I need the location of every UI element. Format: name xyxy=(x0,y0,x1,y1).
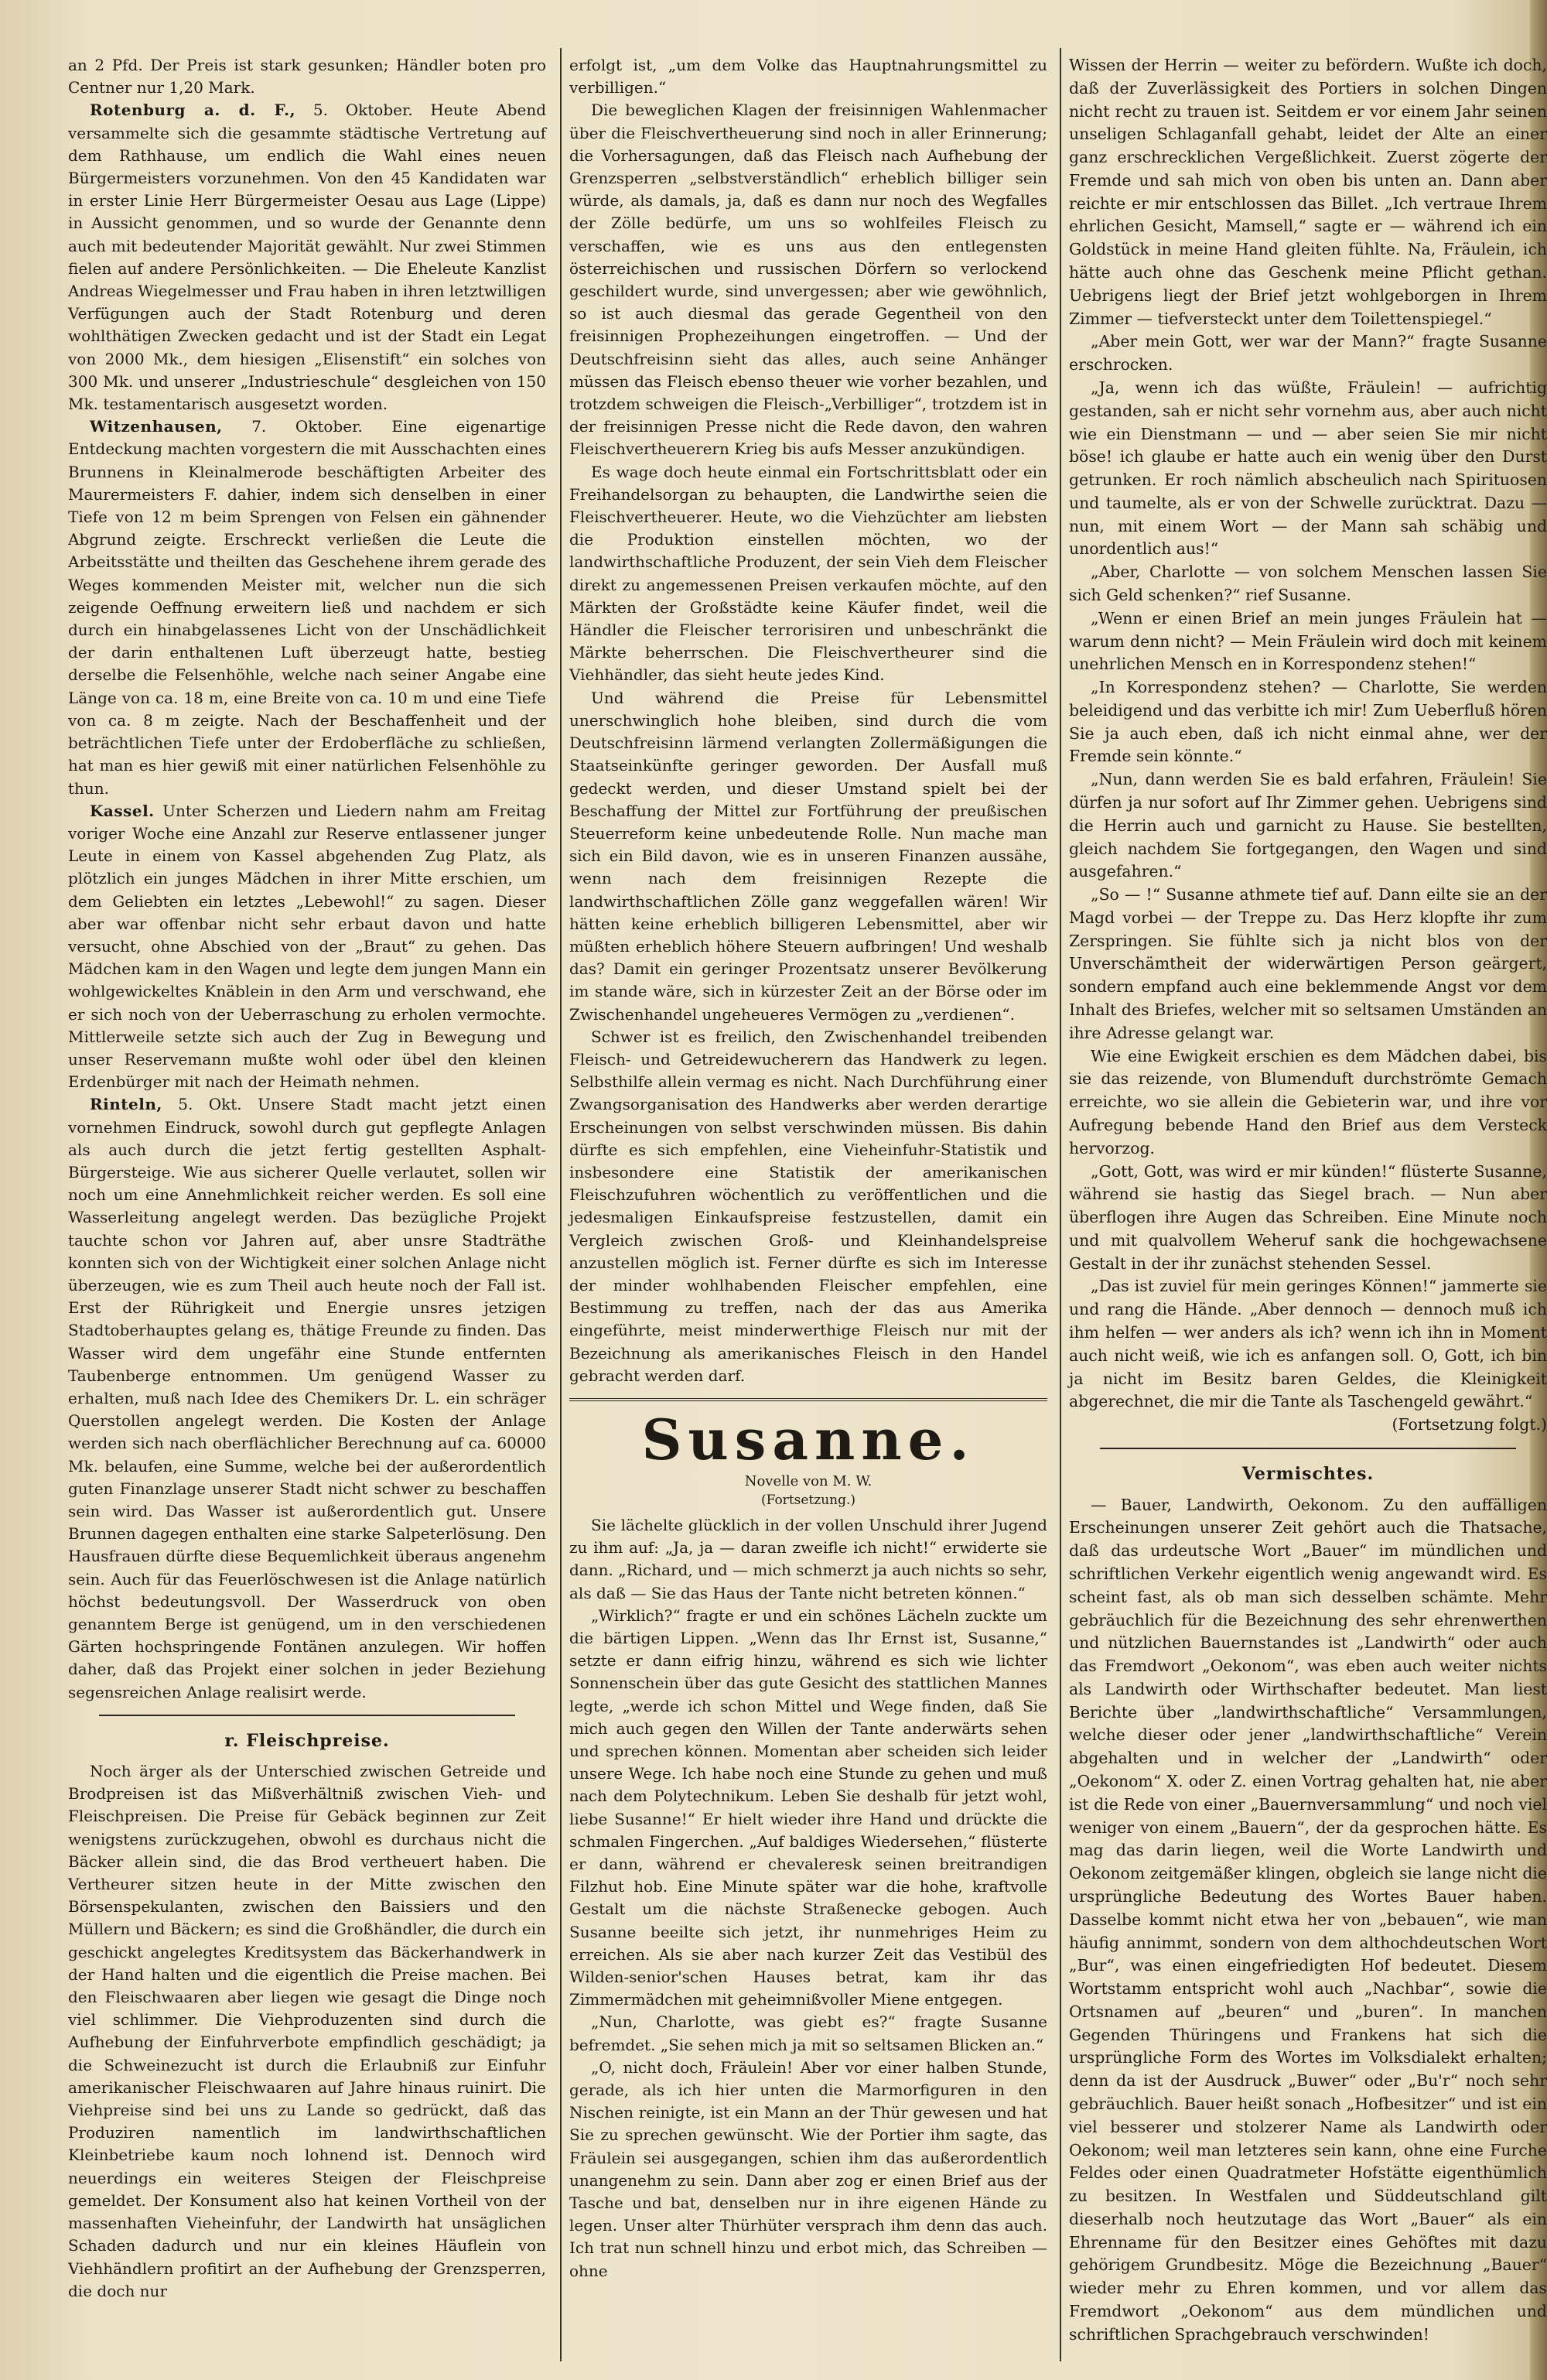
column-divider-2 xyxy=(1060,48,1061,2361)
paragraph: „Nun, Charlotte, was giebt es?“ fragte Susanne befremdet. „Sie sehen mich ja mit so seltsamen Blicken an.“ xyxy=(569,2012,1047,2054)
column-3 xyxy=(1069,54,1547,2347)
separator-rule xyxy=(1100,1448,1516,1449)
continuation-note: (Fortsetzung folgt.) xyxy=(1392,1415,1547,1434)
dateline-paragraph xyxy=(68,99,546,415)
paragraph: „Aber mein Gott, wer war der Mann?“ fragte Susanne erschrocken. xyxy=(1069,332,1547,374)
feuilleton-continuation: (Fortsetzung.) xyxy=(760,1492,856,1508)
dateline-text: Unter Scherzen und Liedern nahm am Freitag voriger Woche eine Anzahl zur Reserve entlassener junger Leute in einem von Kassel abgehenden Zug Platz, als plötzlich ein junges Mädchen in ihrer Mitte erschien, um dem Geliebten ein letztes „Lebewohl!“ zu sagen. Dieser aber war offenbar nicht sehr erbaut davon und hatte versucht, ohne Abschied von der „Braut“ zu gehen. Das Mädchen kam in den Wagen und legte dem jungen Mann ein wohlgewickeltes Knäblein in den Arm und verschwand, ehe er sich noch von der Ueberraschung zu erholen vermochte. Mittlerweile setzte sich auch der Zug in Bewegung und unser Reservemann mußte wohl oder übel den kleinen Erdenbürger mit nach der Heimath nehmen. xyxy=(68,801,546,1092)
paragraph: Schwer ist es freilich, den Zwischenhandel treibenden Fleisch- und Getreidewucherern das Handwerk zu legen. Selbsthilfe allein vermag es nicht. Nach Durchführung einer Zwangsorganisation des Handwerks aber werden derartige Erscheinungen von selbst verschwinden müssen. Bis dahin dürfte es sich empfehlen, eine Vieheinfuhr-Statistik und insbesondere eine Statistik der amerikanischen Fleischzufuhren wöchentlich zu veröffentlichen und die jedesmaligen Einkaufspreise festzustellen, damit ein Vergleich zwischen Groß- und Kleinhandelspreise anzustellen möglich ist. Ferner dürfte es sich im Interesse der minder wohlhabenden Fleischer empfehlen, eine Bestimmung zu treffen, nach der das aus Amerika eingeführte, meist minderwerthige Fleisch nur mit der Bezeichnung als amerikanisches Fleisch in den Handel gebracht werden darf. xyxy=(569,1027,1047,1385)
feuilleton-author: Novelle von M. W. xyxy=(744,1472,873,1489)
dateline-text: 7. Oktober. Eine eigenartige Entdeckung machten vorgestern die mit Ausschachten eines Brunnens in Kleinalmerode beschäftigten Arbeiter des Maurermeisters F. dahier, indem sich denselben in einer Tiefe von 12 m beim Sprengen von Felsen ein gähnender Abgrund zeigte. Erschreckt verließen die Leute die Arbeitsstätte und theilten das Geschehene ihrem gerade des Weges kommenden Meister mit, welcher nun die sich zeigende Oeffnung erweitern ließ und nachdem er sich durch ein hinabgelassenes Licht von der Unschädlichkeit der darin enthaltenen Luft überzeugt hatte, bestieg derselbe die Felsenhöhle, welche nach seiner Angabe eine Länge von ca. 18 m, eine Breite von ca. 10 m und eine Tiefe von ca. 8 m zeigte. Nach der Beschaffenheit und der beträchtlichen Tiefe unter der Erdoberfläche zu schließen, hat man es hier gewiß mit einer natürlichen Felsenhöhle zu thun. xyxy=(68,417,546,798)
dateline-paragraph xyxy=(68,1093,546,1703)
dateline: Kassel. xyxy=(90,801,155,820)
dateline-text: 5. Oktober. Heute Abend versammelte sich die gesammte städtische Vertretung auf dem Rathhause, um endlich die Wahl eines neuen Bürgermeisters vorzunehmen. Von den 45 Kandidaten war in erster Linie Herr Bürgermeister Oesau aus Lage (Lippe) in Aussicht genommen, und so wurde der Genannte denn auch mit bedeutender Majorität gewählt. Nur zwei Stimmen fielen auf andere Persönlichkeiten. — Die Eheleute Kanzlist Andreas Wiegelmesser und Frau haben in ihren letztwilligen Verfügungen auch der Stadt Rotenburg und deren wohlthätigen Zwecken gedacht und ist der Stadt ein Legat von 2000 Mk., dem hiesigen „Elisenstift“ ein solches von 300 Mk. und unserer „Industrieschule“ desgleichen von 150 Mk. testamentarisch ausgesetzt worden. xyxy=(68,101,546,414)
separator-rule xyxy=(99,1715,515,1716)
paragraph: „O, nicht doch, Fräulein! Aber vor einer halben Stunde, gerade, als ich hier unten die Marmorfiguren in den Nischen reinigte, ist ein Mann an der Thür gewesen und hat Sie zu sprechen gewünscht. Wie der Portier ihm sagte, das Fräulein sei ausgegangen, schien ihm das außerordentlich unangenehm zu sein. Dann aber zog er einen Brief aus der Tasche und bat, denselben nur in ihre eigenen Hände zu legen. Unser alter Thürhüter versprach ihm denn das auch. Ich trat nun schnell hinzu und erbot mich, das Schreiben — ohne xyxy=(569,2057,1047,2280)
paragraph: Sie lächelte glücklich in der vollen Unschuld ihrer Jugend zu ihm auf: „Ja, ja — daran zweifle ich nicht!“ erwiderte sie dann. „Richard, und — mich schmerzt ja auch nichts so sehr, als daß — Sie das Haus der Tante nicht betreten können.“ xyxy=(569,1515,1047,1602)
paragraph: „Nun, dann werden Sie es bald erfahren, Fräulein! Sie dürfen ja nur sofort auf Ihr Zimmer gehen. Uebrigens sind die Herrin auch und garnicht zu Hause. Sie bestellten, gleich nachdem Sie fortgegangen, den Wagen und sind ausgefahren.“ xyxy=(1069,770,1547,881)
dateline-paragraph xyxy=(68,800,546,1094)
paragraph: „Wenn er einen Brief an mein junges Fräulein hat — warum denn nicht? — Mein Fräulein wird doch mit keinem unehrlichen Mensch en in Korrespondenz stehen!“ xyxy=(1069,608,1547,674)
dateline: Rinteln, xyxy=(90,1095,162,1114)
section-heading: Vermischtes. xyxy=(1241,1463,1375,1484)
paragraph: „Ja, wenn ich das wüßte, Fräulein! — aufrichtig gestanden, sah er nicht sehr vornehm aus, aber auch nicht wie ein Dienstmann — und — aber seien Sie mir nicht böse! ich glaube er hatte auch ein wenig über den Durst getrunken. Er roch nämlich abscheulich nach Spirituosen und taumelte, als er von der Schwelle zurücktrat. Dazu — nun, mit einem Wort — der Mann sah schäbig und unordentlich aus!“ xyxy=(1069,378,1547,559)
dateline: Rotenburg a. d. F., xyxy=(90,101,296,120)
dateline-paragraph xyxy=(68,415,546,799)
column-divider-1 xyxy=(560,48,562,2361)
paragraph: „In Korrespondenz stehen? — Charlotte, Sie werden beleidigend und das verbitte ich mir! Zum Ueberfluß hören Sie ja auch eben, daß ich nicht einmal ahne, wer der Fremde sein könnte.“ xyxy=(1069,678,1547,766)
feuilleton-title-block xyxy=(569,1407,1047,1510)
paragraph: „Das ist zuviel für mein geringes Können!“ jammerte sie und rang die Hände. „Aber dennoch — dennoch muß ich ihm helfen — wer anders als ich? wenn ich ihn in Moment auch nicht weiß, wie ich es anfangen soll. O, Gott, ich bin ja nicht im Besitz baren Geldes, die Kleinigkeit abgerechnet, die mir die Tante als Taschengeld gewährt.“ xyxy=(1069,1277,1547,1411)
column-2 xyxy=(569,54,1047,2283)
paragraph: „Wirklich?“ fragte er und ein schönes Lächeln zuckte um die bärtigen Lippen. „Wenn das Ihr Ernst ist, Susanne,“ setzte er dann eifrig hinzu, während es sich wie lichter Sonnenschein über das gute Gesicht des stattlichen Mannes legte, „werde ich schon Mittel und Wege finden, daß Sie mich auch gegen den Willen der Tante anderwärts sehen und sprechen können. Momentan aber scheiden sich leider unsere Wege. Ich habe noch eine Stunde zu gehen und muß nach dem Polytechnikum. Leben Sie deshalb für jetzt wohl, liebe Susanne!“ Er hielt wieder ihre Hand und drückte die schmalen Fingerchen. „Auf baldiges Wiedersehen,“ flüsterte er dann, während er chevaleresk seinen breitrandigen Filzhut hob. Eine Minute später war die hohe, kraftvolle Gestalt um die nächste Straßenecke gebogen. Auch Susanne beeilte sich jetzt, ihr nunmehriges Heim zu erreichen. Als sie aber nach kurzer Zeit das Vestibül des Wilden-senior'schen Hauses betrat, kam ihr das Zimmermädchen mit geheimnißvoller Miene entgegen. xyxy=(569,1605,1047,2009)
paragraph: Wie eine Ewigkeit erschien es dem Mädchen dabei, bis sie das reizende, von Blumenduft durchströmte Gemach erreichte, wo sie allein die Gebieterin war, und ihre vor Aufregung bebende Hand den Brief aus dem Versteck hervorzog. xyxy=(1069,1046,1547,1158)
paragraph: — Bauer, Landwirth, Oekonom. Zu den auffälligen Erscheinungen unserer Zeit gehört auch die Thatsache, daß das urdeutsche Wort „Bauer“ im mündlichen und schriftlichen Verkehr eigentlich wenig angewandt wird. Es scheint fast, als ob man sich desselben schämte. Mehr gebräuchlich für die Bezeichnung des sehr ehrenwerthen und nützlichen Bauernstandes ist „Landwirth“ oder auch das Fremdwort „Oekonom“, was eben auch weiter nichts als Landwirth oder Wirthschafter bedeutet. Man liest Berichte über „landwirthschaftliche“ Versammlungen, welche dieser oder jener „landwirthschaftliche“ Verein abgehalten und in welcher der „Landwirth“ oder „Oekonom“ X. oder Z. einen Vortrag gehalten hat, nie aber ist die Rede von einer „Bauernversammlung“ und noch viel weniger von einem „Bauern“, der da gesprochen hätte. Es mag das darin liegen, weil die Worte Landwirth und Oekonom zeitgemäßer klingen, obgleich sie lange nicht die ursprüngliche Bedeutung des Wortes Bauer haben. Dasselbe kommt nicht etwa her von „bebauen“, wie man häufig annimmt, sondern von dem althochdeutschen Wort „Bur“, was einen eingefriedigten Hof bedeutet. Diesem Wortstamm entspricht wohl auch „Nachbar“, sowie die Ortsnamen auf „beuren“ und „buren“. In manchen Gegenden Thüringens und Frankens hat sich die ursprüngliche Form des Wortes im Volksdialekt erhalten; denn da ist der Ausdruck „Buwer“ oder „Bu'r“ noch sehr gebräuchlich. Bauer heißt sonach „Hofbesitzer“ und ist ein viel besserer und stolzerer Name als Landwirth oder Oekonom; weil man letzteres sein kann, ohne eine Furche Feldes oder einen Quadratmeter Hofstätte eigenthümlich zu besitzen. In Westfalen und Süddeutschland gilt dieserhalb noch heutzutage das Wort „Bauer“ als ein Ehrenname für den Besitzer eines Gehöftes mit dazu gehörigem Grundbesitz. Möge die Bezeichnung „Bauer“ wieder mehr zu Ehren kommen, und vor allem das Fremdwort „Oekonom“ aus dem mündlichen und schriftlichen Sprachgebrauch verschwinden! xyxy=(1069,1495,1547,2344)
paragraph: „Gott, Gott, was wird er mir künden!“ flüsterte Susanne, während sie hastig das Siegel brach. — Nun aber überflogen ihre Augen das Schreiben. Eine Minute noch und mit qualvollem Weheruf sank die hochgewachsene Gestalt in der ihr zunächst stehenden Sessel. xyxy=(1069,1161,1547,1273)
paragraph: „Aber, Charlotte — von solchem Menschen lassen Sie sich Geld schenken?“ rief Susanne. xyxy=(1069,563,1547,604)
paragraph: Die beweglichen Klagen der freisinnigen Wahlenmacher über die Fleischvertheuerung sind noch in aller Erinnerung; die Vorhersagungen, daß das Fleisch nach Aufhebung der Grenzsperren „selbstverständlich“ erheblich billiger sein würde, als damals, ja, daß es dann nur noch des Wegfalles der Zölle bedürfe, um uns so wohlfeiles Fleisch zu verschaffen, wie es uns aus den entlegensten österreichischen und russischen Dörfern so verlockend geschildert wurde, sind unvergessen; aber wie gewöhnlich, so ist auch diesmal das gerade Gegentheil von den freisinnigen Prophezeihungen eingetroffen. — Und der Deutschfreisinn sieht das alles, auch seine Anhänger müssen das Fleisch ebenso theuer wie vorher bezahlen, und trotzdem schweigen die Fleisch-„Verbilliger“, trotzdem ist in der freisinnigen Presse nicht die Rede davon, den wahren Fleischvertheuerern Krieg bis aufs Messer anzukündigen. xyxy=(569,101,1047,459)
section-heading: r. Fleischpreise. xyxy=(224,1730,390,1751)
paragraph: „So — !“ Susanne athmete tief auf. Dann eilte sie an der Magd vorbei — der Treppe zu. Das Herz klopfte ihr zum Zerspringen. Sie fühlte sich ja nicht blos von der Unverschämtheit der widerwärtigen Person geärgert, sondern empfand auch eine beklemmende Angst vor dem Inhalt des Briefes, welcher mit so seltsamen Umständen an ihre Adresse gelangt war. xyxy=(1069,885,1547,1042)
paragraph: Wissen der Herrin — weiter zu befördern. Wußte ich doch, daß der Zuverlässigkeit des Portiers in solchen Dingen nicht recht zu trauen ist. Seitdem er vor einem Jahr seinen unseligen Schlaganfall gehabt, leidet der Alte an einer ganz erschrecklichen Vergeßlichkeit. Zuerst zögerte der Fremde und sah mich von oben bis unten an. Dann aber reichte er mir entschlossen das Billet. „Ich vertraue Ihrem ehrlichen Gesicht, Mamsell,“ sagte er — während ich ein Goldstück in meine Hand gleiten fühlte. Na, Fräulein, ich hätte auch ohne das Geschenk meine Pflicht gethan. Uebrigens liegt der Brief jetzt wohlgeborgen in Ihrem Zimmer — tiefversteckt unter dem Toilettenspiegel.“ xyxy=(1069,56,1547,328)
dateline: Witzenhausen, xyxy=(90,417,223,436)
paragraph: an 2 Pfd. Der Preis ist stark gesunken; Händler boten pro Centner nur 1,20 Mark. xyxy=(68,56,546,97)
dateline-text: 5. Okt. Unsere Stadt macht jetzt einen vornehmen Eindruck, sowohl durch gut gepflegte Anlagen als auch durch die jetzt fertig gestellten Asphalt-Bürgersteige. Wie aus sicherer Quelle verlautet, sollen wir noch um eine Annehmlichkeit reicher werden. Es soll eine Wasserleitung angelegt werden. Das bezügliche Projekt tauchte schon vor Jahren auf, aber unsre Stadträthe konnten sich von der Wichtigkeit einer solchen Anlage nicht überzeugen, wie es zum Theil auch heute noch der Fall ist. Erst der Rührigkeit und Energie unsres jetzigen Stadtoberhauptes gelang es, thätige Freunde zu finden. Das Wasser wird dem ungefähr eine Stunde entfernten Taubenberge entnommen. Um genügend Wasser zu erhalten, muß nach Idee des Chemikers Dr. L. ein schräger Querstollen angelegt werden. Die Kosten der Anlage werden sich nach oberflächlicher Berechnung auf ca. 60000 Mk. belaufen, eine Summe, welche bei der außerordentlich guten Finanzlage unserer Stadt nicht schwer zu beschaffen sein wird. Das Wasser ist außerordentlich gut. Unsere Brunnen dagegen enthalten eine starke Salpeterlösung. Den Hausfrauen dürfte diese Bequemlichkeit überaus angenehm sein. Auch für das Feuerlöschwesen ist die Anlage natürlich höchst bedeutungsvoll. Der Wasserdruck von oben genanntem Berge ist genügend, um in den verschiedenen Gärten hochspringende Fontänen anzulegen. Wir hoffen daher, daß das Projekt einer solchen in jeder Beziehung segensreichen Anlage realisirt werde. xyxy=(68,1095,546,1701)
paragraph: Noch ärger als der Unterschied zwischen Getreide und Brodpreisen ist das Mißverhältniß zwischen Vieh- und Fleischpreisen. Die Preise für Gebäck beginnen zur Zeit wenigstens zurückzugehen, obwohl es durchaus nicht die Bäcker allein sind, die das Brod vertheuert haben. Die Vertheurer sitzen heute in der Mitte zwischen den Börsenspekulanten, zwischen den Baissiers und den Müllern und Bäckern; es sind die Großhändler, die durch ein geschickt angelegtes Kreditsystem das Bäckerhandwerk in der Hand halten und die eigentlich die Preise machen. Bei den Fleischwaaren aber liegen wie gesagt die Dinge noch viel schlimmer. Die Viehproduzenten sind durch die Aufhebung der Einfuhrverbote empfindlich geschädigt; ja die Schweinezucht ist durch die Erlaubniß zur Einfuhr amerikanischer Fleischwaaren auf Jahre hinaus ruinirt. Die Viehpreise sind bei uns zu Lande so gedrückt, daß das Produziren namentlich im landwirthschaftlichen Kleinbetriebe kaum noch lohnend ist. Dennoch wird neuerdings ein weiteres Steigen der Fleischpreise gemeldet. Der Konsument also hat keinen Vortheil von der massenhaften Vieheinfuhr, der Landwirth hat unsäglichen Schaden dadurch und nur ein kleines Häuflein von Viehhändlern profitirt an der Aufhebung der Grenzsperren, die doch nur xyxy=(68,1762,546,2300)
column-1 xyxy=(68,54,546,2303)
paragraph: erfolgt ist, „um dem Volke das Hauptnahrungsmittel zu verbilligen.“ xyxy=(569,56,1047,97)
paragraph: Und während die Preise für Lebensmittel unerschwinglich hohe bleiben, sind durch die vom Deutschfreisinn lärmend verlangten Zollermäßigungen die Staatseinkünfte geringer geworden. Der Ausfall muß gedeckt werden, und dieser Umstand spielt bei der Beschaffung der Mittel zur Fortführung der preußischen Steuerreform keine unbedeutende Rolle. Nun mache man sich ein Bild davon, wie es in unseren Finanzen aussähe, wenn nach dem freisinnigen Rezepte die landwirthschaftlichen Zölle ganz weggefallen wären! Wir hätten keine erheblich billigeren Lebensmittel, aber wir müßten erheblich höhere Steuern aufbringen! Und weshalb das? Damit ein geringer Prozentsatz unserer Bevölkerung im stande wäre, sich in kürzester Zeit an der Börse oder im Zwischenhandel ungeheueres Vermögen zu „verdienen“. xyxy=(569,688,1047,1024)
feuilleton-title: Susanne. xyxy=(641,1406,975,1472)
feuilleton-rule xyxy=(569,1398,1047,1401)
paragraph: Es wage doch heute einmal ein Fortschrittsblatt oder ein Freihandelsorgan zu behaupten, die Landwirthe seien die Fleischvertheuerer. Heute, wo die Viehzüchter am liebsten die Produktion einstellen möchten, wo der landwirthschaftliche Produzent, der sein Vieh dem Fleischer direkt zu angemessenen Preisen verkaufen möchte, auf den Märkten der Großstädte keine Käufer findet, weil die Händler die Fleischer terrorisiren und unbeschränkt die Märkte beherrschen. Die Fleischvertheurer sind die Viehhändler, das sieht heute jedes Kind. xyxy=(569,462,1047,685)
